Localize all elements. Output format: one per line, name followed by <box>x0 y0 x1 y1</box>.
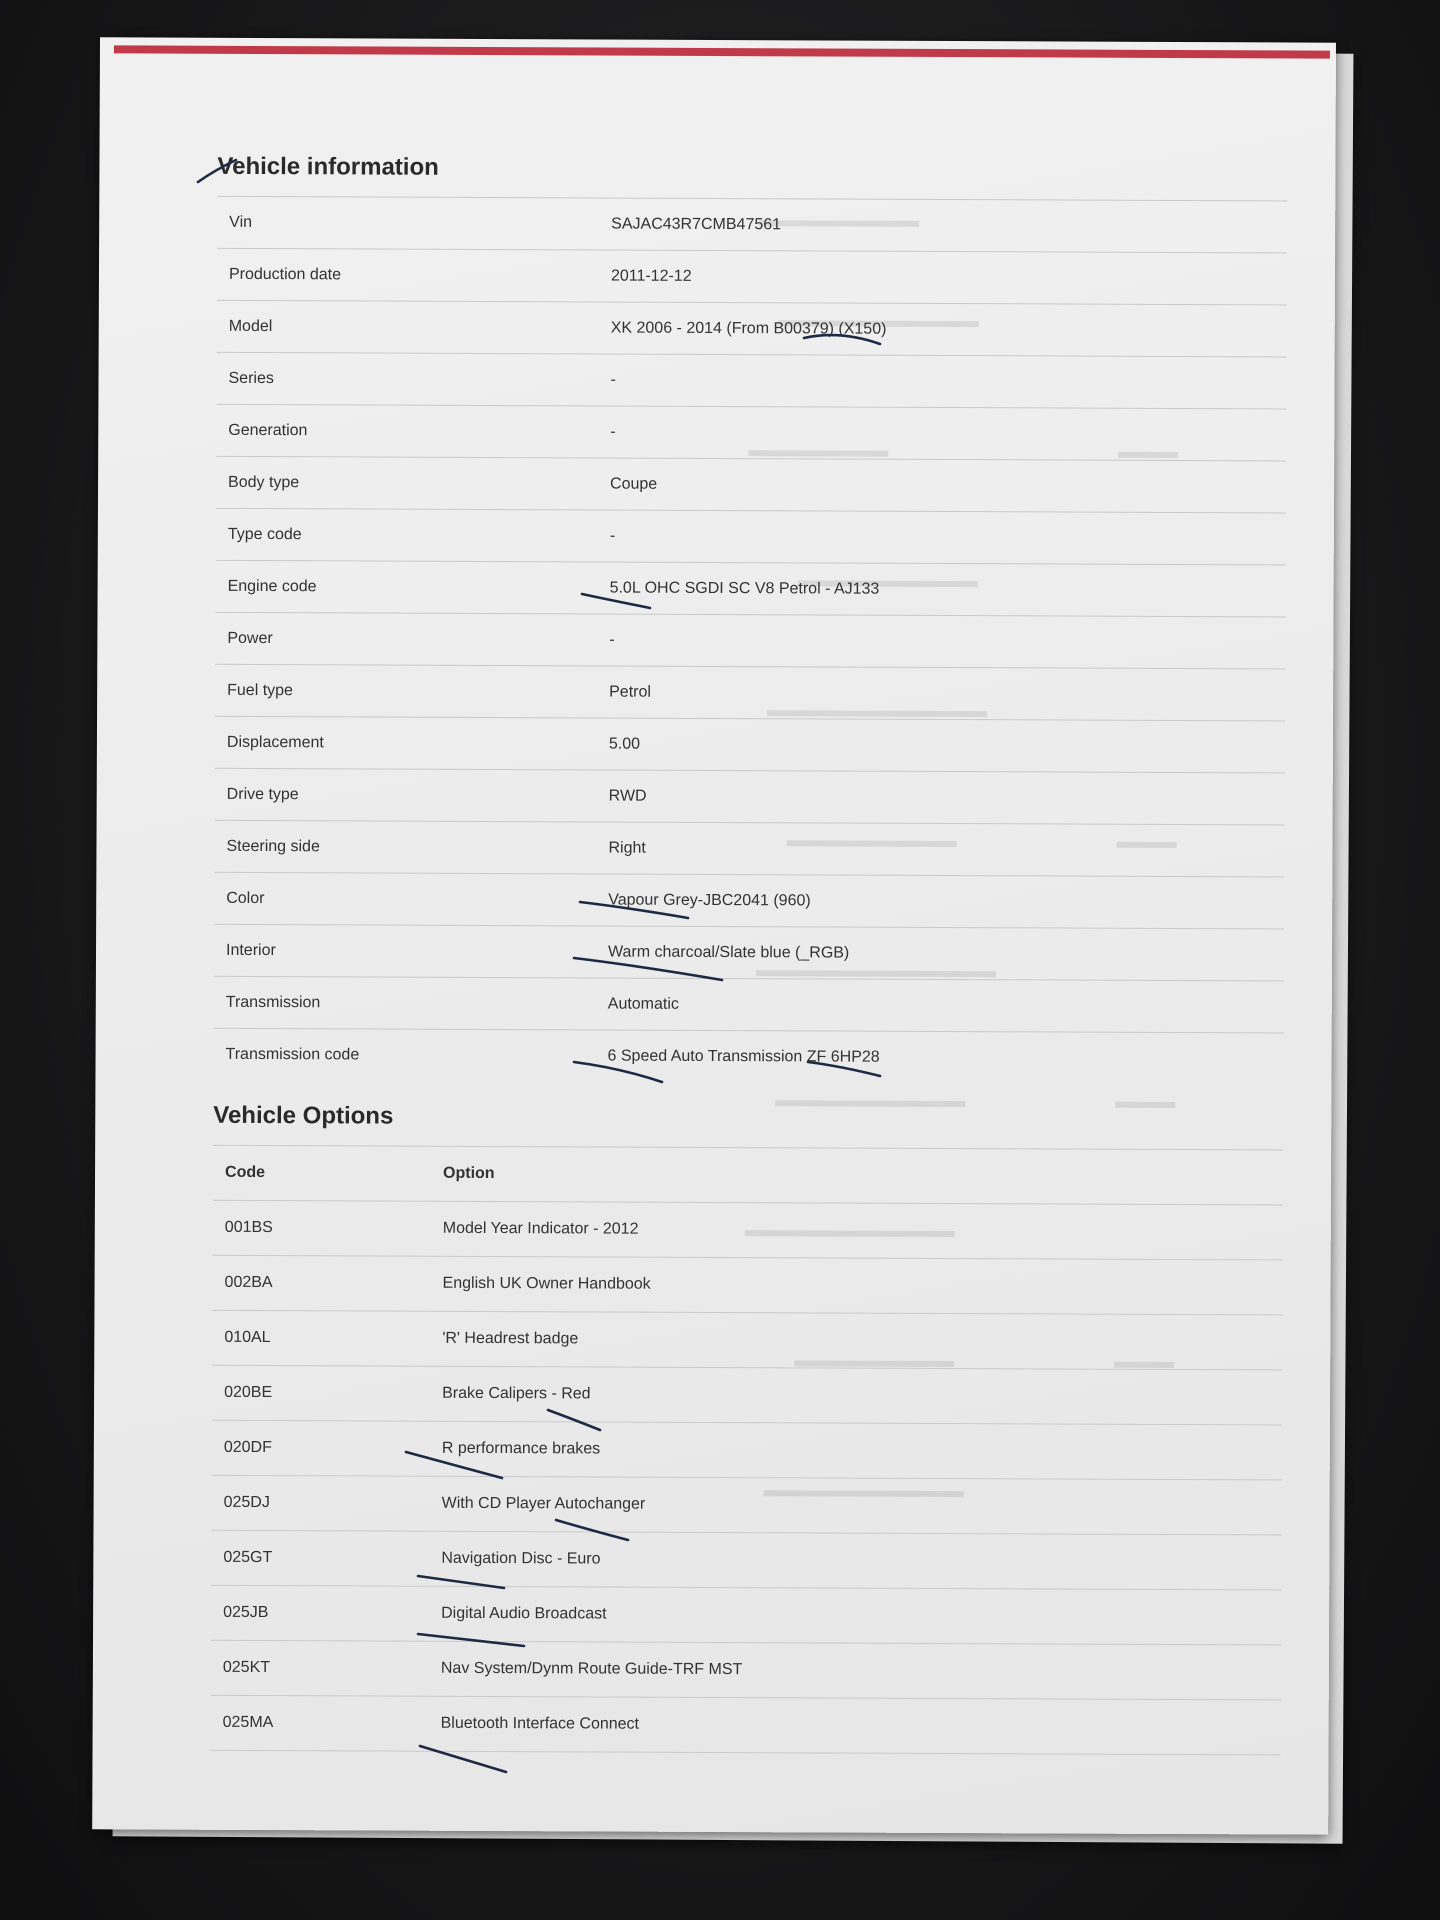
info-value: Coupe <box>610 475 658 493</box>
option-description: English UK Owner Handbook <box>442 1274 651 1293</box>
vehicle-options-title: Vehicle Options <box>213 1101 394 1130</box>
info-value: - <box>610 371 616 389</box>
info-label: Fuel type <box>227 681 294 699</box>
info-label: Power <box>227 629 273 647</box>
option-row <box>213 1200 1283 1260</box>
info-row <box>217 300 1287 357</box>
info-value: Right <box>608 839 646 857</box>
info-value: XK 2006 - 2014 (From B00379) (X150) <box>610 319 887 338</box>
info-row <box>215 664 1285 721</box>
option-code: 010AL <box>224 1328 271 1346</box>
option-description: Navigation Disc - Euro <box>441 1549 601 1568</box>
option-code: 025MA <box>222 1713 274 1731</box>
option-description: R performance brakes <box>441 1439 601 1457</box>
option-description: Digital Audio Broadcast <box>441 1604 607 1623</box>
option-code: 002BA <box>224 1273 273 1291</box>
info-row <box>215 560 1285 617</box>
option-row <box>212 1310 1282 1370</box>
info-row <box>213 1028 1283 1085</box>
info-label: Vin <box>229 213 253 231</box>
info-row <box>216 404 1286 461</box>
info-value: Petrol <box>609 683 651 701</box>
info-label: Series <box>228 369 274 387</box>
info-label: Displacement <box>226 733 324 751</box>
info-row <box>215 716 1285 773</box>
document-page <box>92 37 1336 1834</box>
info-label: Model <box>228 317 273 335</box>
info-row <box>214 924 1284 981</box>
info-label: Transmission <box>225 993 321 1011</box>
info-row <box>215 612 1285 669</box>
info-label: Drive type <box>226 785 299 803</box>
info-label: Production date <box>228 265 342 283</box>
info-value: Automatic <box>607 995 679 1013</box>
vehicle-information-table <box>213 196 1287 1085</box>
option-code: 025GT <box>223 1548 273 1566</box>
option-row <box>211 1585 1281 1645</box>
info-value: - <box>610 423 616 441</box>
info-label: Body type <box>228 473 300 491</box>
option-description: Bluetooth Interface Connect <box>440 1714 640 1733</box>
info-value: - <box>609 527 616 545</box>
option-row <box>212 1255 1282 1315</box>
option-row <box>211 1695 1281 1755</box>
info-value: SAJAC43R7CMB47561 <box>611 215 782 233</box>
info-label: Generation <box>228 421 308 439</box>
document-content <box>211 138 1288 1755</box>
info-label: Type code <box>227 525 302 543</box>
info-label: Engine code <box>227 577 317 595</box>
info-row <box>217 196 1287 253</box>
info-row <box>216 508 1286 565</box>
info-value: 5.0L OHC SGDI SC V8 Petrol - AJ133 <box>609 579 880 598</box>
info-value: Warm charcoal/Slate blue (_RGB) <box>607 943 850 962</box>
option-description: Brake Calipers - Red <box>442 1384 591 1402</box>
info-row <box>216 456 1286 513</box>
option-row <box>211 1640 1281 1700</box>
info-row <box>217 248 1287 305</box>
option-row <box>212 1365 1282 1425</box>
info-row <box>214 976 1284 1033</box>
option-code: 020BE <box>224 1383 273 1401</box>
info-row <box>214 872 1284 929</box>
options-header-row <box>213 1145 1283 1205</box>
option-column-header: Option <box>443 1164 495 1182</box>
info-value: 5.00 <box>608 735 641 753</box>
info-row <box>216 352 1286 409</box>
option-code: 025KT <box>222 1658 271 1676</box>
option-description: 'R' Headrest badge <box>442 1329 579 1347</box>
option-code: 025DJ <box>223 1493 270 1511</box>
code-column-header: Code <box>225 1163 266 1181</box>
info-value: - <box>609 631 615 649</box>
option-description: With CD Player Autochanger <box>441 1494 646 1513</box>
info-label: Color <box>226 889 265 907</box>
option-row <box>212 1420 1282 1480</box>
option-code: 020DF <box>223 1438 272 1456</box>
info-label: Transmission code <box>225 1045 360 1064</box>
option-code: 001BS <box>224 1218 273 1236</box>
info-label: Steering side <box>226 837 320 855</box>
info-row <box>214 820 1284 877</box>
option-description: Model Year Indicator - 2012 <box>442 1219 639 1238</box>
vehicle-information-title: Vehicle information <box>217 152 439 181</box>
header-stripe <box>114 45 1330 58</box>
info-value: RWD <box>608 787 647 805</box>
option-row <box>211 1530 1281 1590</box>
option-row <box>211 1475 1281 1535</box>
info-value: Vapour Grey-JBC2041 (960) <box>608 891 811 909</box>
vehicle-options-table <box>211 1144 1284 1755</box>
info-label: Interior <box>225 941 276 959</box>
info-value: 2011-12-12 <box>610 267 692 285</box>
info-row <box>215 768 1285 825</box>
option-description: Nav System/Dynm Route Guide-TRF MST <box>440 1659 743 1678</box>
info-value: 6 Speed Auto Transmission ZF 6HP28 <box>607 1047 880 1066</box>
option-code: 025JB <box>223 1603 269 1621</box>
